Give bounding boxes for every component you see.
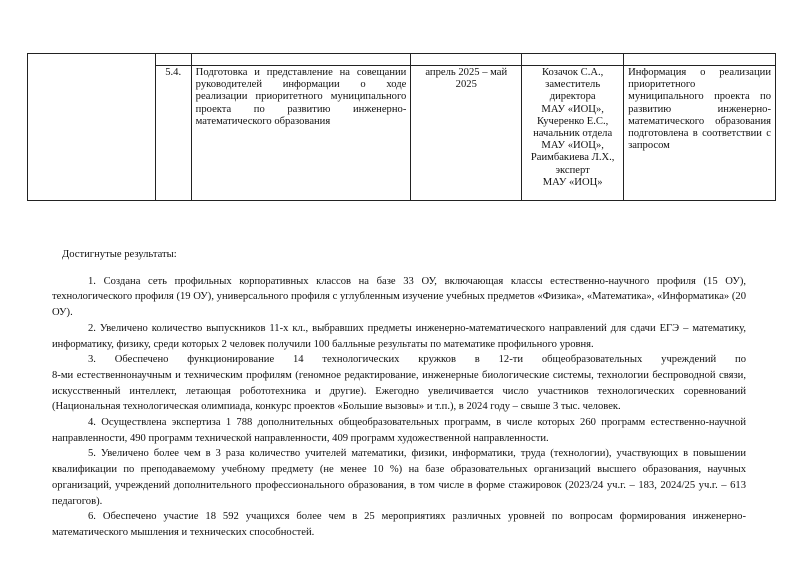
result-item: 5. Увеличено более чем в 3 раза количество учителей математики, физики, информатики, труда (технологии), участвующих в повышении квалификации по преподаваемому учебному предмету (не менее 10 %) на базе образовательных организаций высшего образования, научных организаций, учреждений дополнительного профессионального образования, в том числе в форме стажировок (2023/24 уч.г. – 183, 2024/25 уч.г. – 613 педагогов). (52, 448, 746, 507)
responsible-cell: Козачок С.А., заместитель директора МАУ «ИОЦ», Кучеренко Е.С., начальник отдела МАУ «ИОЦ», Раимбакиева Л.Х., эксперт МАУ «ИОЦ» (522, 66, 624, 201)
result-item-continuation: 8-ми естественнонаучным и техническим профилям (геномное редактирование, инженерные биологические системы, технологии беспроводной связи, искусственный интеллект, летающая робототехника и другие). Ежегодно увеличивается число участников технологических соревнований (Национальная технологическая олимпиада, конкурс проектов «Большие вызовы» и т.п.), в 2024 году – свыше 3 тыс. человек. (52, 369, 746, 413)
period-cell: апрель 2025 – май 2025 (411, 66, 522, 201)
result-item: 2. Увеличено количество выпускников 11-х кл., выбравших предметы инженерно-математического направлений для сдачи ЕГЭ – математику, информатику, физику, среди которых 2 человек получили 100 балльные результаты по математике профильного уровня. (52, 322, 746, 350)
result-item: 4. Осуществлена экспертиза 1 788 дополнительных общеобразовательных программ, в числе которых 260 программ естественно-научной направленности, 490 программ технической направленности, 409 программ художественной направленности. (52, 417, 746, 444)
plan-table (27, 53, 776, 201)
row-number: 5.4. (155, 66, 191, 201)
section-cell (28, 54, 156, 201)
activity-cell: Подготовка и представление на совещании руководителей информации о ходе реализации приоритетного муниципального проекта по развитию инженерно-математического образования (191, 66, 411, 201)
results-heading: Достигнутые результаты: (62, 249, 177, 260)
result-item: 1. Создана сеть профильных корпоративных классов на базе 33 ОУ, включающая классы естественно-научного профиля (15 ОУ), технологического профиля (19 ОУ), универсального профиля с углубленным изучение учебных предметов «Физика», «Математика», «Информатика» (20 ОУ). (52, 275, 746, 319)
result-cell: Информация о реализации приоритетного муниципального проекта по развитию инженерно-математического образования подготовлена в соответствии с запросом (624, 66, 776, 201)
table-row-header-stub (28, 54, 776, 66)
results-section (52, 247, 746, 541)
result-item: 3. Обеспечено функционирование 14 технологических кружков в 12-ти общеобразовательных учреждений по (88, 354, 746, 366)
result-item: 6. Обеспечено участие 18 592 учащихся более чем в 25 мероприятиях различных уровней по вопросам формирования инженерно-математического мышления и технических способностей. (52, 511, 746, 538)
